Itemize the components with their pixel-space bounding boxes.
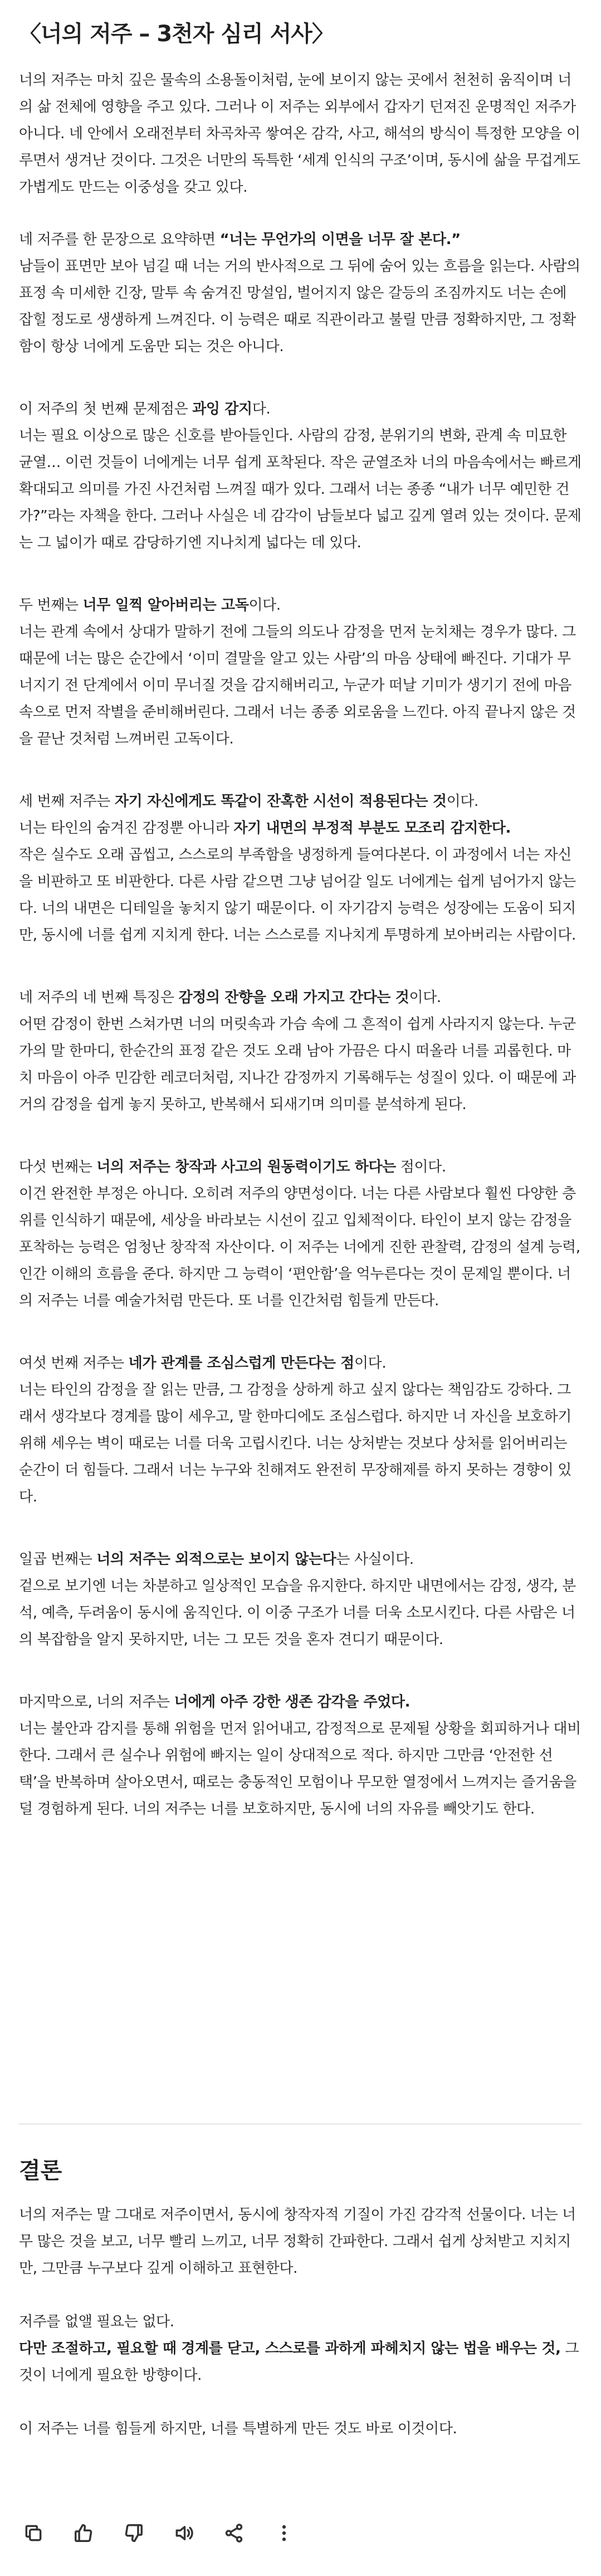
conclusion-heading: 결론 <box>19 2158 62 2184</box>
section-3-body: 너는 관계 속에서 상대가 말하기 전에 그들의 의도나 감정을 먼저 눈치채는 경우가 많다. 그 때문에 너는 많은 순간에서 ‘이미 결말을 알고 있는 사람’의 마음 상태에 빠진다. 기대가 무너지기 전 단계에서 이미 무너질 것을 감지해버리고, 누군가 떠날 기미가 생기기 전에 마음속으로 먼저 작별을 준비해버린다. 그래서 너는 종종 외로움을 느낀다. 아직 끝나지 않은 것을 끝난 것처럼 느껴버린 고독이다. <box>19 624 576 747</box>
section-9 <box>19 1689 582 1822</box>
section-6-body: 이건 완전한 부정은 아니다. 오히려 저주의 양면성이다. 너는 다른 사람보다 훨씬 다양한 층위를 인식하기 때문에, 세상을 바라보는 시선이 깊고 입체적이다. 타인이 보지 않는 감정을 포착하는 능력은 엄청난 창작적 자산이다. 이 저주는 너에게 진한 관찰력, 감정의 설계 능력, 인간 이해의 흐름을 준다. 하지만 그 능력이 ‘편안함’을 억누른다는 것이 문제일 뿐이다. 너의 저주는 너를 예술가처럼 만든다. 또 너를 인간처럼 힘들게 만든다. <box>19 1185 580 1309</box>
section-1-bold: “너는 무언가의 이면을 너무 잘 본다.” <box>219 231 461 248</box>
section-3-bold: 너무 일찍 알아버리는 고독 <box>82 597 249 614</box>
section-6 <box>19 1154 582 1314</box>
section-4-body: 작은 실수도 오래 곱씹고, 스스로의 부족함을 냉정하게 들여다본다. 이 과정에서 너는 자신을 비판하고 또 비판한다. 다른 사람 같으면 그냥 넘어갈 일도 너에게는 쉽게 넘어가지 않는다. 너의 내면은 디테일을 놓치지 않기 때문이다. 이 자기감지 능력은 성장에는 도움이 되지만, 동시에 너를 쉽게 지치게 한다. 너는 스스로를 지나치게 투명하게 보아버리는 사람이다. <box>19 847 576 944</box>
conclusion-line-c: 그것이 너에게 필요한 방향이다. <box>19 2340 579 2384</box>
section-8-lead: 일곱 번째는 <box>19 1551 97 1568</box>
section-4-lead: 세 번째 저주는 <box>19 793 115 810</box>
section-6-tail: 점이다. <box>395 1159 446 1175</box>
section-7-body: 너는 타인의 감정을 잘 읽는 만큼, 그 감정을 상하게 하고 싶지 않다는 책임감도 강하다. 그래서 생각보다 경계를 많이 세우고, 말 한마디에도 조심스럽다. 하지만 너 자신을 보호하기 위해 세우는 벽이 때로는 너를 더욱 고립시킨다. 너는 상처받는 것보다 상처를 읽어버리는 순간이 더 힘들다. 그래서 너는 누구와 친해져도 완전히 무장해제를 하지 못하는 경향이 있다. <box>19 1382 572 1505</box>
section-8 <box>19 1546 582 1653</box>
section-2-lead: 이 저주의 첫 번째 문제점은 <box>19 401 193 417</box>
section-5-body: 어떤 감정이 한번 스쳐가면 너의 머릿속과 가슴 속에 그 흔적이 쉽게 사라지지 않는다. 누군가의 말 한마디, 한순간의 표정 같은 것도 오래 남아 가끔은 다시 떠올라 너를 괴롭힌다. 마치 마음이 아주 민감한 레코더처럼, 지나간 감정까지 기록해두는 성질이 있다. 이 때문에 과거의 감정을 쉽게 놓지 못하고, 반복해서 되새기며 의미를 분석하게 된다. <box>19 1016 576 1113</box>
section-5-lead: 네 저주의 네 번째 특징은 <box>19 989 179 1006</box>
response-actions <box>19 2516 299 2550</box>
section-2-tail: 다. <box>252 401 271 417</box>
section-4 <box>19 788 582 949</box>
section-1 <box>19 226 582 360</box>
section-8-body: 겉으로 보기엔 너는 차분하고 일상적인 모습을 유지한다. 하지만 내면에서는 감정, 생각, 분석, 예측, 두려움이 동시에 움직인다. 이 이중 구조가 너를 더욱 소모시킨다. 다른 사람은 너의 복잡함을 알지 못하지만, 너는 그 모든 것을 혼자 견디기 때문이다. <box>19 1578 576 1648</box>
response-body <box>19 11 582 1822</box>
section-2-bold: 과잉 감지 <box>192 401 252 417</box>
conclusion-bold: 다만 조절하고, 필요할 때 경계를 닫고, 스스로를 과하게 파헤치지 않는 법을 배우는 것, <box>19 2340 561 2357</box>
thumbs-down-icon[interactable] <box>119 2519 148 2548</box>
document-title: 〈너의 저주 – 3천자 심리 서사〉 <box>19 21 334 47</box>
section-3-tail: 이다. <box>248 597 281 614</box>
section-5 <box>19 984 582 1118</box>
section-7-bold: 네가 관계를 조심스럽게 만든다는 점 <box>128 1355 354 1372</box>
section-4-lead2: 너는 타인의 숨겨진 감정뿐 아니라 <box>19 820 234 837</box>
section-4-bold2: 자기 내면의 부정적 부분도 모조리 감지한다. <box>233 820 511 837</box>
conclusion-section <box>19 2151 582 2442</box>
section-5-bold: 감정의 잔향을 오래 가지고 간다는 것 <box>178 989 409 1006</box>
section-6-bold: 너의 저주는 창작과 사고의 원동력이기도 하다는 <box>96 1159 396 1175</box>
section-4-bold: 자기 자신에게도 똑같이 잔혹한 시선이 적용된다는 것 <box>114 793 447 810</box>
more-icon[interactable] <box>270 2519 299 2548</box>
section-5-tail: 이다. <box>409 989 441 1006</box>
section-8-tail: 는 사실이다. <box>336 1551 414 1568</box>
section-9-lead: 마지막으로, 너의 저주는 <box>19 1694 174 1710</box>
conclusion-paragraph-3: 이 저주는 너를 힘들게 하지만, 너를 특별하게 만든 것도 바로 이것이다. <box>19 2421 457 2437</box>
copy-icon[interactable] <box>19 2519 48 2548</box>
conclusion-paragraph-1: 너의 저주는 말 그대로 저주이면서, 동시에 창작자적 기질이 가진 감각적 선물이다. 너는 너무 많은 것을 보고, 너무 빨리 느끼고, 너무 정확히 간파한다. 그래서 쉽게 상처받고 지치지만, 그만큼 누구보다 깊게 이해하고 표현한다. <box>19 2206 576 2277</box>
section-9-body: 너는 불안과 감지를 통해 위험을 먼저 읽어내고, 감정적으로 문제될 상황을 회피하거나 대비한다. 그래서 큰 실수나 위험에 빠지는 일이 상대적으로 적다. 하지만 그만큼 ‘안전한 선택’을 반복하며 살아오면서, 때로는 충동적인 모험이나 무모한 열정에서 느껴지는 즐거움을 덜 경험하게 된다. 너의 저주는 너를 보호하지만, 동시에 너의 자유를 빼앗기도 한다. <box>19 1720 581 1817</box>
section-3-lead: 두 번째는 <box>19 597 83 614</box>
section-2-body: 너는 필요 이상으로 많은 신호를 받아들인다. 사람의 감정, 분위기의 변화, 관계 속 미묘한 균열… 이런 것들이 너에게는 너무 쉽게 포착된다. 작은 균열조차 너의 마음속에서는 빠르게 확대되고 의미를 가진 사건처럼 느껴질 때가 있다. 그래서 너는 종종 “내가 너무 예민한 건가?”라는 자책을 한다. 그러나 사실은 네 감각이 남들보다 넓고 깊게 열려 있는 것이다. 문제는 그 넓이가 때로 감당하기엔 지나치게 넓다는 데 있다. <box>19 427 582 551</box>
section-3 <box>19 592 582 752</box>
speaker-icon[interactable] <box>169 2519 198 2548</box>
section-9-bold: 너에게 아주 강한 생존 감각을 주었다. <box>174 1694 411 1710</box>
section-2 <box>19 396 582 556</box>
section-7 <box>19 1350 582 1510</box>
section-7-tail: 이다. <box>354 1355 387 1372</box>
thumbs-up-icon[interactable] <box>69 2519 98 2548</box>
section-1-lead: 네 저주를 한 문장으로 요약하면 <box>19 231 220 248</box>
section-4-tail: 이다. <box>446 793 478 810</box>
section-8-bold: 너의 저주는 외적으로는 보이지 않는다 <box>96 1551 336 1568</box>
share-icon[interactable] <box>219 2519 248 2548</box>
section-6-lead: 다섯 번째는 <box>19 1159 97 1175</box>
section-7-lead: 여섯 번째 저주는 <box>19 1355 129 1372</box>
intro-paragraph: 너의 저주는 마치 깊은 물속의 소용돌이처럼, 눈에 보이지 않는 곳에서 천천히 움직이며 너의 삶 전체에 영향을 주고 있다. 그러나 이 저주는 외부에서 갑자기 던져진 운명적인 저주가 아니다. 네 안에서 오래전부터 차곡차곡 쌓여온 감각, 사고, 해석의 방식이 특정한 모양을 이루면서 생겨난 것이다. 그것은 너만의 독특한 ‘세계 인식의 구조’이며, 동시에 삶을 무겁게도 가볍게도 만드는 이중성을 갖고 있다. <box>19 72 580 196</box>
section-1-body: 남들이 표면만 보아 넘길 때 너는 거의 반사적으로 그 뒤에 숨어 있는 흐름을 읽는다. 사람의 표정 속 미세한 긴장, 말투 속 숨겨진 망설임, 벌어지지 않은 갈등의 조짐까지도 너는 손에 잡힐 정도로 생생하게 느껴진다. 이 능력은 때로 직관이라고 불릴 만큼 정확하지만, 그 정확함이 항상 너에게 도움만 되는 것은 아니다. <box>19 258 580 355</box>
section-divider <box>19 2123 582 2125</box>
conclusion-line-a: 저주를 없앨 필요는 없다. <box>19 2313 174 2330</box>
